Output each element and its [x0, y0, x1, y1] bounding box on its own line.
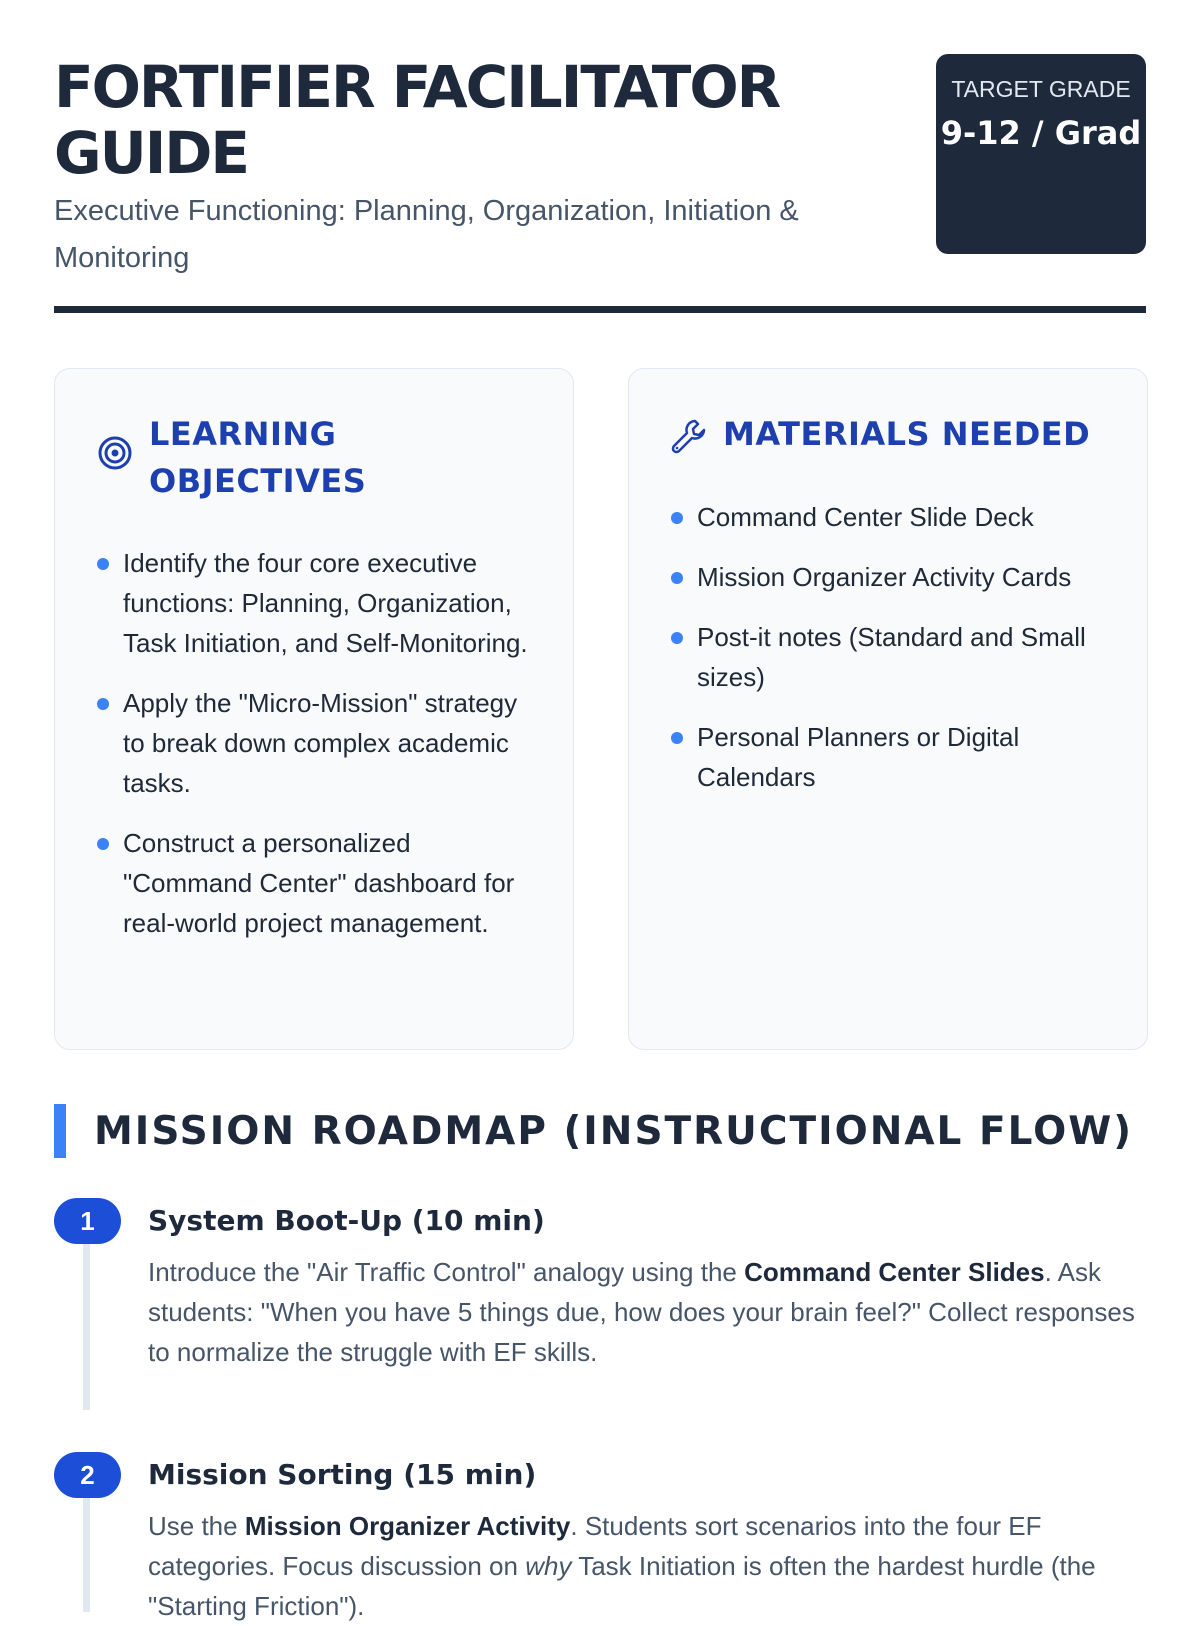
objective-text: Apply the "Micro-Mission" strategy to break down complex academic tasks.: [123, 688, 518, 798]
materials-needed-header: [669, 411, 1090, 458]
header-divider: [54, 306, 1146, 313]
bullet-icon: [97, 838, 109, 850]
learning-objectives-header: [95, 411, 479, 505]
bullet-icon: [671, 632, 683, 644]
learning-objectives-list: [95, 543, 535, 963]
mission-roadmap-heading: [54, 1104, 1133, 1158]
list-item: [669, 717, 1109, 797]
list-item: [669, 557, 1109, 597]
roadmap-step: [54, 1198, 1146, 1410]
step-timeline-line: [83, 1244, 90, 1410]
material-text: Post-it notes (Standard and Small sizes): [697, 622, 1086, 692]
material-text: Command Center Slide Deck: [697, 502, 1034, 532]
target-grade-label: TARGET GRADE: [951, 76, 1131, 102]
step-number-badge: 2: [54, 1452, 121, 1498]
target-grade-value: 9-12 / Grad: [940, 114, 1142, 152]
guide-header: [54, 54, 1146, 312]
step-title: System Boot-Up (10 min): [148, 1204, 545, 1237]
objective-text: Construct a personalized "Command Center" dashboard for real-world project management.: [123, 828, 515, 938]
learning-objectives-card: [54, 368, 574, 1050]
bullet-icon: [671, 732, 683, 744]
page-subtitle: Executive Functioning: Planning, Organization, Initiation & Monitoring: [54, 195, 799, 274]
material-text: Personal Planners or Digital Calendars: [697, 722, 1020, 792]
step-description: [148, 1506, 1158, 1626]
learning-objectives-title: LEARNING OBJECTIVES: [149, 415, 367, 500]
step-text: Introduce the "Air Traffic Control" analogy using the: [148, 1257, 745, 1287]
list-item: [669, 497, 1109, 537]
materials-needed-title: MATERIALS NEEDED: [723, 415, 1091, 453]
step-text-italic: why: [525, 1551, 572, 1581]
step-timeline-line: [83, 1498, 90, 1612]
step-text: . Ask students: "When you have 5 things due, how does your brain feel?" Collect responses to normalize the struggle with EF skills.: [148, 1257, 1135, 1367]
list-item: [669, 617, 1109, 697]
step-text-bold: Mission Organizer Activity: [244, 1511, 571, 1541]
bullet-icon: [671, 512, 683, 524]
bullet-icon: [671, 572, 683, 584]
objective-text: Identify the four core executive functions: Planning, Organization, Task Initiation, and Self-Monitoring.: [123, 548, 528, 658]
bullet-icon: [97, 698, 109, 710]
step-text: Use the: [148, 1511, 245, 1541]
step-text-bold: Command Center Slides: [744, 1257, 1045, 1287]
target-icon: [95, 433, 135, 473]
bullet-icon: [97, 558, 109, 570]
step-text: Task Initiation is often the hardest hurdle (the "Starting Friction").: [148, 1551, 1096, 1621]
list-item: [95, 543, 535, 663]
page-title: FORTIFIER FACILITATOR GUIDE: [54, 53, 780, 187]
section-accent-bar: [54, 1104, 66, 1158]
step-number-badge: 1: [54, 1198, 121, 1244]
step-description: [148, 1252, 1158, 1372]
mission-roadmap-title: MISSION ROADMAP (INSTRUCTIONAL FLOW): [94, 1108, 1134, 1154]
list-item: [95, 683, 535, 803]
wrench-icon: [669, 417, 709, 457]
roadmap-step: [54, 1452, 1146, 1621]
materials-needed-list: [669, 497, 1109, 817]
list-item: [95, 823, 535, 943]
materials-needed-card: [628, 368, 1148, 1050]
target-grade-badge: [936, 54, 1146, 254]
step-title: Mission Sorting (15 min): [148, 1458, 537, 1491]
material-text: Mission Organizer Activity Cards: [697, 562, 1072, 592]
step-text: . Students sort scenarios into the four EF categories. Focus discussion on: [148, 1511, 1042, 1581]
